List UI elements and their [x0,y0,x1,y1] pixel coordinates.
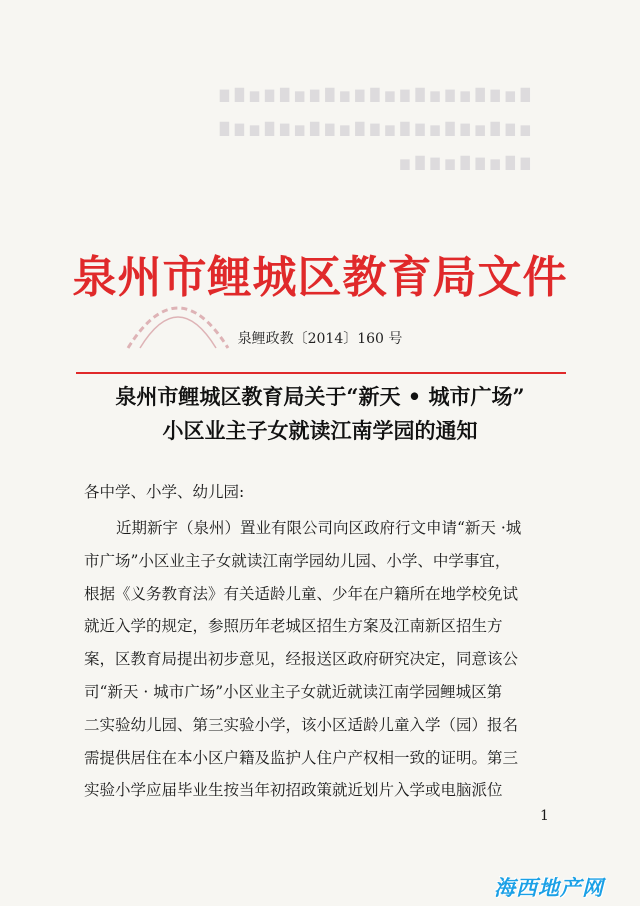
body-line: 近期新宇（泉州）置业有限公司向区政府行文申请“新天 ·城 [116,519,522,537]
body-line: 二实验幼儿园、第三实验小学，该小区适龄儿童入学（园）报名 [84,715,519,734]
body-line: 实验小学应届毕业生按当年初招政策就近划片入学或电脑派位 [84,781,503,800]
body-line: 案，区教育局提出初步意见，经报送区政府研究决定，同意该公 [84,650,519,669]
watermark-text: 海西地产网 [494,876,604,900]
red-divider-line [76,372,566,374]
body-line: 就近入学的规定，参照历年老城区招生方案及江南新区招生方 [84,617,503,636]
body-line: 需提供居住在本小区户籍及监护人住户产权相一致的证明。第三 [84,748,519,767]
notice-title-line-1: 泉州市鲤城区教育局关于“新天 • 城市广场” [115,384,525,409]
agency-header-title: 泉州市鲤城区教育局文件 [72,252,568,304]
notice-title-line-2: 小区业主子女就读江南学园的通知 [162,418,478,443]
bleed-through-texture: █ ▆ ▇ █ ▆ ▇ ▆ █ ▇ ▆ █ ▇ ▆ █ ▇ ▆ █ ▇ ▆ █ ▇ ▆ ▇ █ ▆ ▇ █ ▆ ▇ █ ▆ ▇ █ ▆ ▇ █ ▆ ▇ █ ▆ ▇ █ ▇ █ ▆ ▇ █ ▆ ▇ █ ▆ [218,88,530,170]
recipient-line: 各中学、小学、幼儿园: [84,483,245,501]
notice-body [84,512,566,807]
document-number: 泉鲤政教〔2014〕160 号 [237,331,403,347]
notice-title [0,380,640,448]
body-line: 根据《义务教育法》有关适龄儿童、少年在户籍所在地学校免试 [84,584,519,603]
body-line: 市广场”小区业主子女就读江南学园幼儿园、小学、中学事宜， [84,551,511,570]
site-watermark [494,872,634,902]
body-line: 司“新天 · 城市广场”小区业主子女就近就读江南学园鲤城区第 [84,682,503,701]
page-number: 1 [540,808,549,824]
